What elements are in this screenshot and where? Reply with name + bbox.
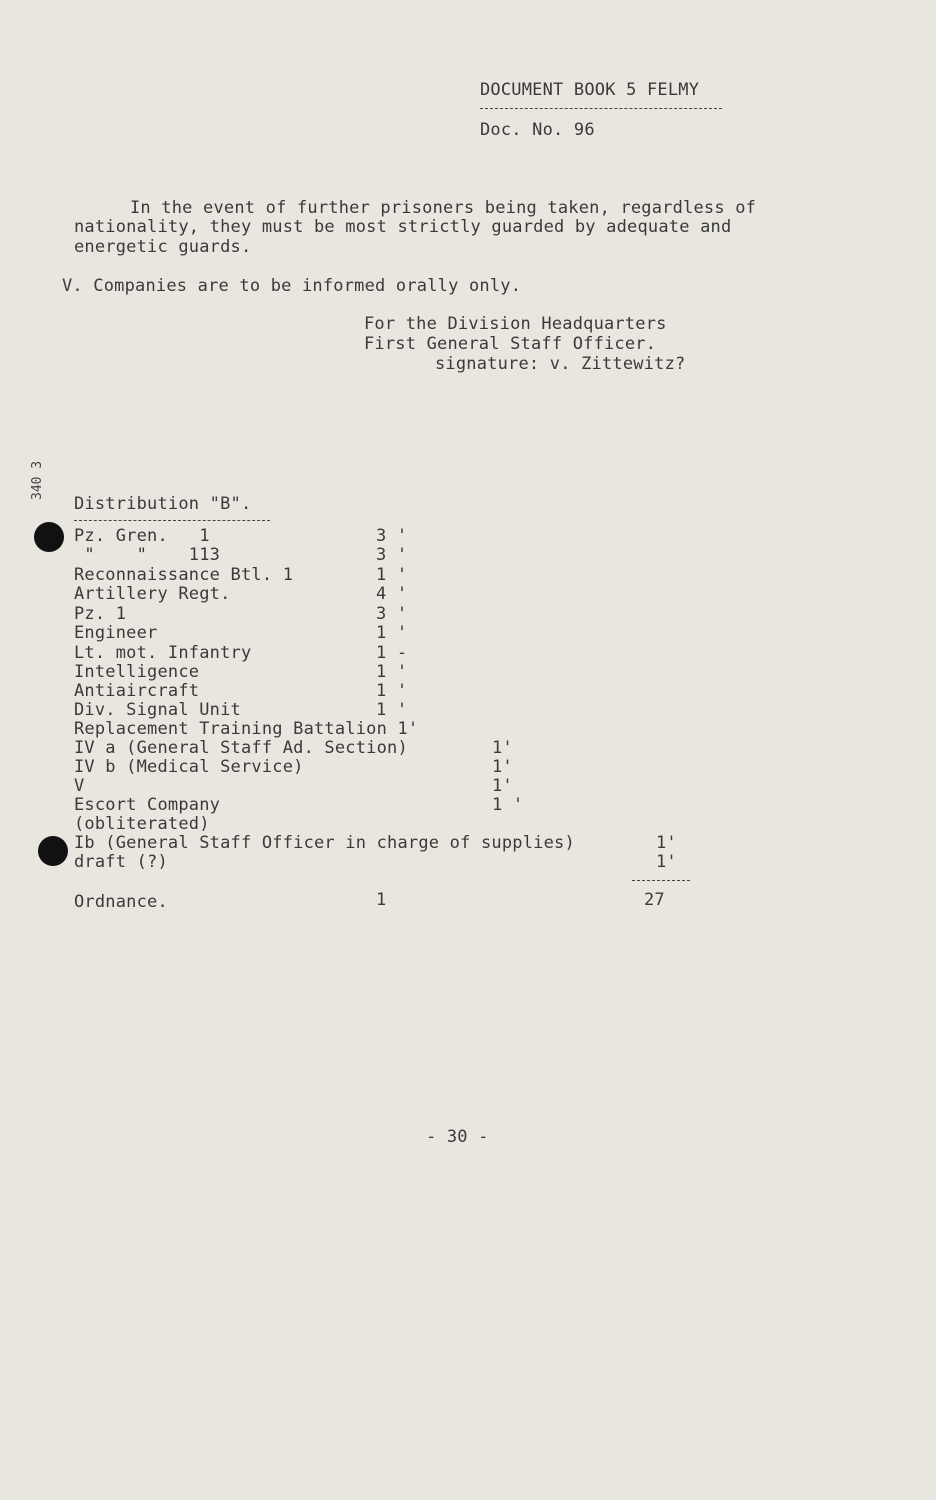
row-label: IV a (General Staff Ad. Section)	[74, 738, 408, 758]
document-number: Doc. No. 96	[480, 120, 595, 140]
row-count: 1 -	[376, 643, 408, 663]
row-count: 1'	[492, 757, 513, 777]
row-label: IV b (Medical Service)	[74, 757, 304, 777]
row-count: 1 '	[376, 681, 408, 701]
section-v: V. Companies are to be informed orally only.	[62, 276, 522, 296]
row-label: Artillery Regt.	[74, 584, 231, 604]
row-label: V	[74, 776, 85, 796]
distribution-total: 27	[644, 890, 665, 910]
total-rule	[632, 880, 690, 881]
paragraph-line-1: In the event of further prisoners being taken, regardless of	[130, 198, 757, 218]
row-count: 3 '	[376, 604, 408, 624]
paragraph-line-2: nationality, they must be most strictly guarded by adequate and	[74, 217, 732, 237]
row-count: 1 '	[376, 662, 408, 682]
row-count: 3 '	[376, 545, 408, 565]
signature-line-1: For the Division Headquarters	[364, 314, 667, 334]
row-label: Escort Company	[74, 795, 221, 815]
punch-hole-top	[34, 522, 64, 552]
row-label: Ib (General Staff Officer in charge of supplies)	[74, 833, 575, 853]
row-label: Pz. 1	[74, 604, 127, 624]
page-number: - 30 -	[426, 1127, 489, 1147]
row-label: Reconnaissance Btl. 1	[74, 565, 294, 585]
row-label: Intelligence	[74, 662, 200, 682]
heading-underline	[480, 108, 722, 109]
row-label: Antiaircraft	[74, 681, 200, 701]
row-count: 1 '	[376, 565, 408, 585]
row-label: Pz. Gren. 1	[74, 526, 210, 546]
row-label: (obliterated)	[74, 814, 210, 834]
row-count: 4 '	[376, 584, 408, 604]
document-book-heading: DOCUMENT BOOK 5 FELMY	[480, 80, 700, 100]
row-count: 1'	[492, 738, 513, 758]
row-label: " " 113	[74, 545, 221, 565]
row-count: 1'	[656, 852, 677, 872]
signature-line-3: signature: v. Zittewitz?	[435, 354, 686, 374]
row-label: Lt. mot. Infantry	[74, 643, 252, 663]
ordnance-label: Ordnance.	[74, 892, 168, 912]
row-count: 1 '	[376, 623, 408, 643]
row-count: 1 '	[376, 700, 408, 720]
ordnance-count: 1	[376, 890, 387, 910]
row-count: 1'	[656, 833, 677, 853]
row-count: 1 '	[492, 795, 524, 815]
row-label: Div. Signal Unit	[74, 700, 241, 720]
paragraph-line-3: energetic guards.	[74, 237, 252, 257]
punch-hole-bottom	[38, 836, 68, 866]
row-count: 1'	[492, 776, 513, 796]
margin-note: 340 3	[30, 460, 45, 500]
row-label: Replacement Training Battalion 1'	[74, 719, 419, 739]
row-label: Engineer	[74, 623, 158, 643]
row-label: draft (?)	[74, 852, 168, 872]
distribution-title: Distribution "B".	[74, 494, 252, 514]
distribution-underline	[74, 520, 270, 521]
signature-line-2: First General Staff Officer.	[364, 334, 657, 354]
row-count: 3 '	[376, 526, 408, 546]
